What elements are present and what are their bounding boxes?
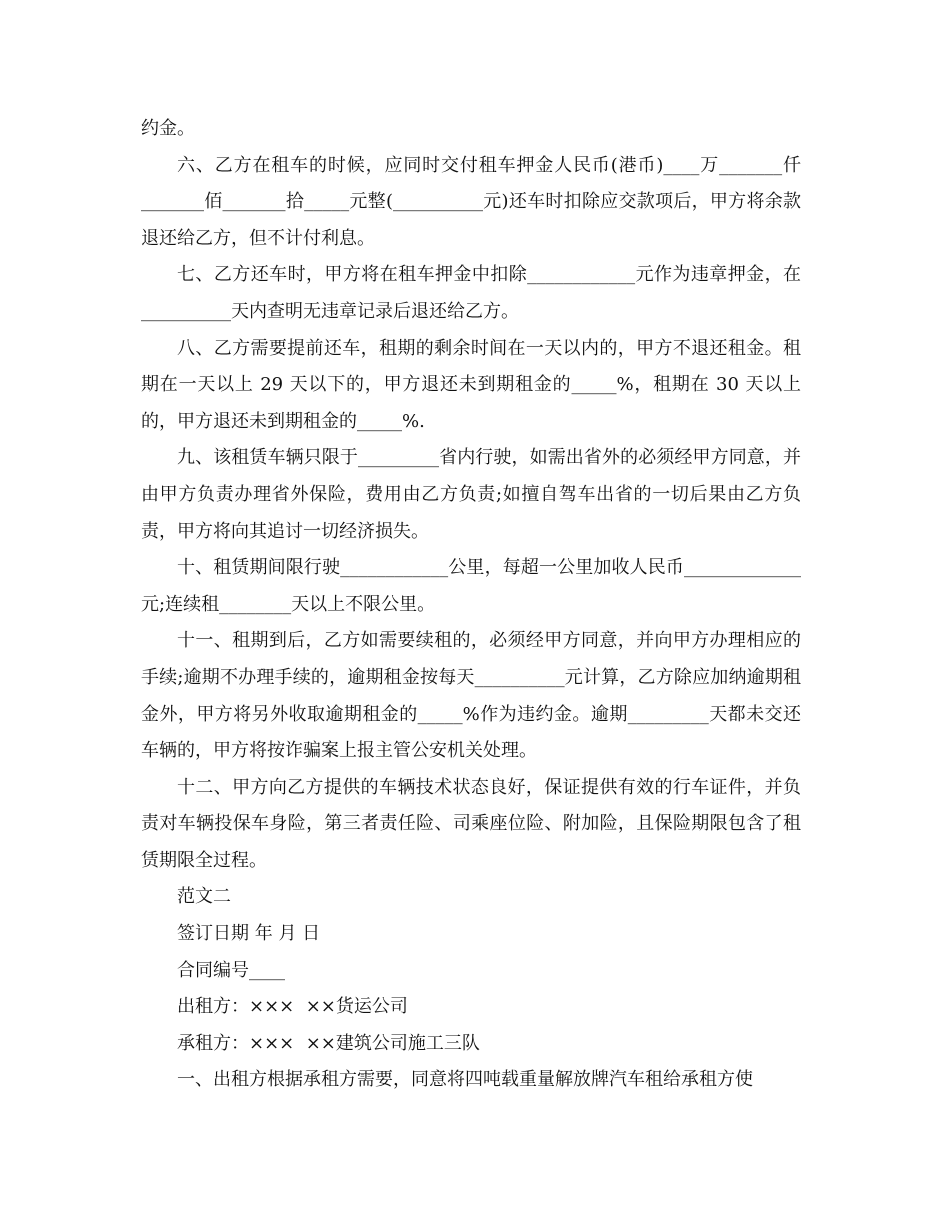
section-heading-sample-2: 范文二	[177, 886, 231, 908]
signing-date-line: 签订日期 年 月 日	[177, 923, 321, 945]
paragraph-clause-9: 九、该租赁车辆只限于_________省内行驶，如需出省外的必须经甲方同意，并由甲方负责办理省外保险，费用由乙方负责;如擅自驾车出省的一切后果由乙方负责，甲方将向其追讨一切经济损失。	[141, 447, 801, 542]
paragraph-clause-12: 十二、甲方向乙方提供的车辆技术状态良好，保证提供有效的行车证件，并负责对车辆投保车身险，第三者责任险、司乘座位险、附加险，且保险期限包含了租赁期限全过程。	[141, 776, 801, 871]
paragraph-clause-1: 一、出租方根据承租方需要，同意将四吨载重量解放牌汽车租给承租方使	[177, 1069, 753, 1091]
document-body	[141, 111, 801, 1099]
paragraph-continuation: 约金。	[141, 118, 195, 139]
paragraph-clause-8: 八、乙方需要提前还车，租期的剩余时间在一天以内的，甲方不退还租金。租期在一天以上 29 天以下的，甲方退还未到期租金的_____%，租期在 30 天以上的，甲方退还未到期租金的_____%.	[141, 337, 801, 432]
paragraph-clause-11: 十一、租期到后，乙方如需要续租的，必须经甲方同意，并向甲方办理相应的手续;逾期不办理手续的，逾期租金按每天__________元计算，乙方除应加纳逾期租金外，甲方将另外收取逾期租金的_____%作为违约金。逾期_________天都未交还车辆的，甲方将按诈骗案上报主管公安机关处理。	[141, 630, 801, 762]
lessee-line: 承租方：××× ××建筑公司施工三队	[177, 1032, 480, 1054]
paragraph-clause-10: 十、租赁期间限行驶____________公里，每超一公里加收人民币_____________元;连续租________天以上不限公里。	[141, 557, 801, 615]
paragraph-clause-7: 七、乙方还车时，甲方将在租车押金中扣除____________元作为违章押金，在__________天内查明无违章记录后退还给乙方。	[141, 264, 801, 322]
lessor-line: 出租方：××× ××货运公司	[177, 996, 408, 1018]
paragraph-clause-6: 六、乙方在租车的时候，应同时交付租车押金人民币(港币)____万_______仟_______佰_______拾_____元整(__________元)还车时扣除应交款项后，甲方将余款退还给乙方，但不计付利息。	[141, 154, 801, 249]
contract-number-line: 合同编号____	[177, 959, 285, 981]
